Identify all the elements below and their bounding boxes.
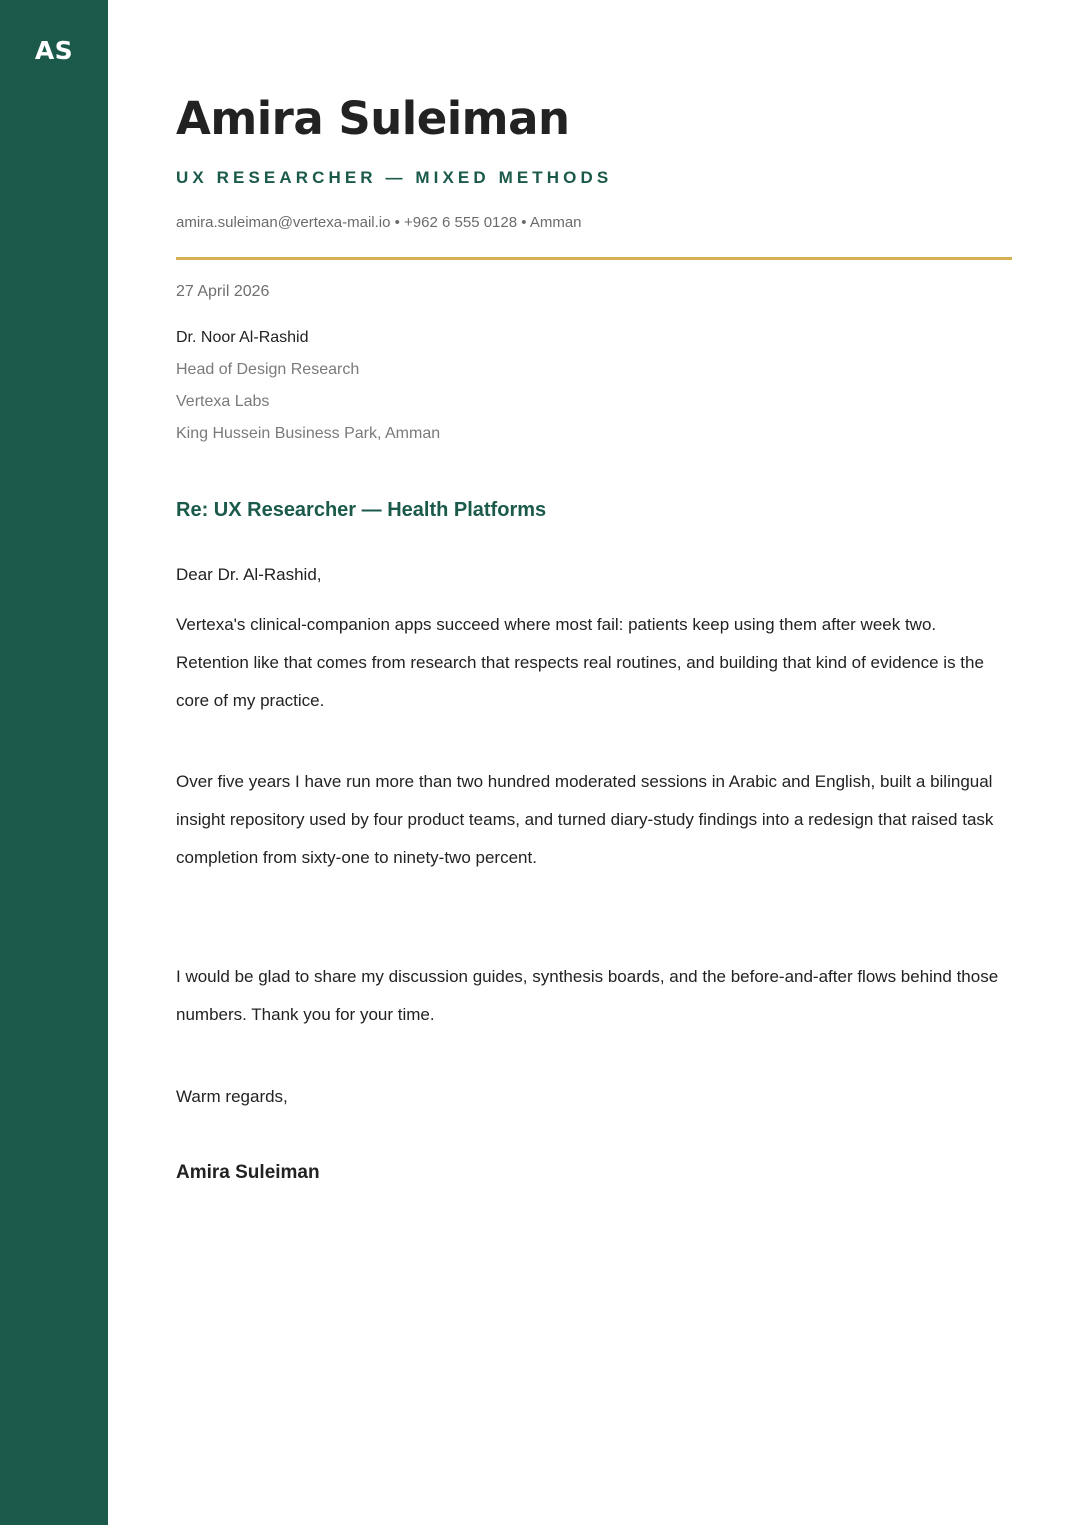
body-paragraph-1: Vertexa's clinical-companion apps succeed where most fail: patients keep using them after week two. Retention like that comes from research that respects real routines, and building that kind of evidence is the core of my practice. xyxy=(176,615,984,710)
applicant-name: Amira Suleiman xyxy=(176,92,570,145)
recipient-address: King Hussein Business Park, Amman xyxy=(176,425,441,442)
salutation: Dear Dr. Al-Rashid, xyxy=(176,565,322,584)
recipient-company: Vertexa Labs xyxy=(176,393,270,410)
letter-date: 27 April 2026 xyxy=(176,283,270,300)
monogram: AS xyxy=(34,36,74,65)
sidebar xyxy=(0,0,108,1525)
recipient-title: Head of Design Research xyxy=(176,361,360,378)
header-divider xyxy=(176,257,1012,260)
signature: Amira Suleiman xyxy=(176,1162,320,1183)
applicant-role: UX RESEARCHER — MIXED METHODS xyxy=(176,168,613,187)
body-paragraph-2: Over five years I have run more than two hundred moderated sessions in Arabic and English, built a bilingual insight repository used by four product teams, and turned diary-study findings into a redesign that raised task completion from sixty-one to ninety-two percent. xyxy=(176,772,994,867)
letter-subject: Re: UX Researcher — Health Platforms xyxy=(176,499,547,521)
body-paragraph-3: I would be glad to share my discussion guides, synthesis boards, and the before-and-after flows behind those numbers. Thank you for your time. xyxy=(176,967,999,1024)
recipient-name: Dr. Noor Al-Rashid xyxy=(176,329,309,346)
recipient-block xyxy=(176,322,440,450)
contact-line: amira.suleiman@vertexa-mail.io • +962 6 555 0128 • Amman xyxy=(176,214,582,231)
closing: Warm regards, xyxy=(176,1087,288,1106)
